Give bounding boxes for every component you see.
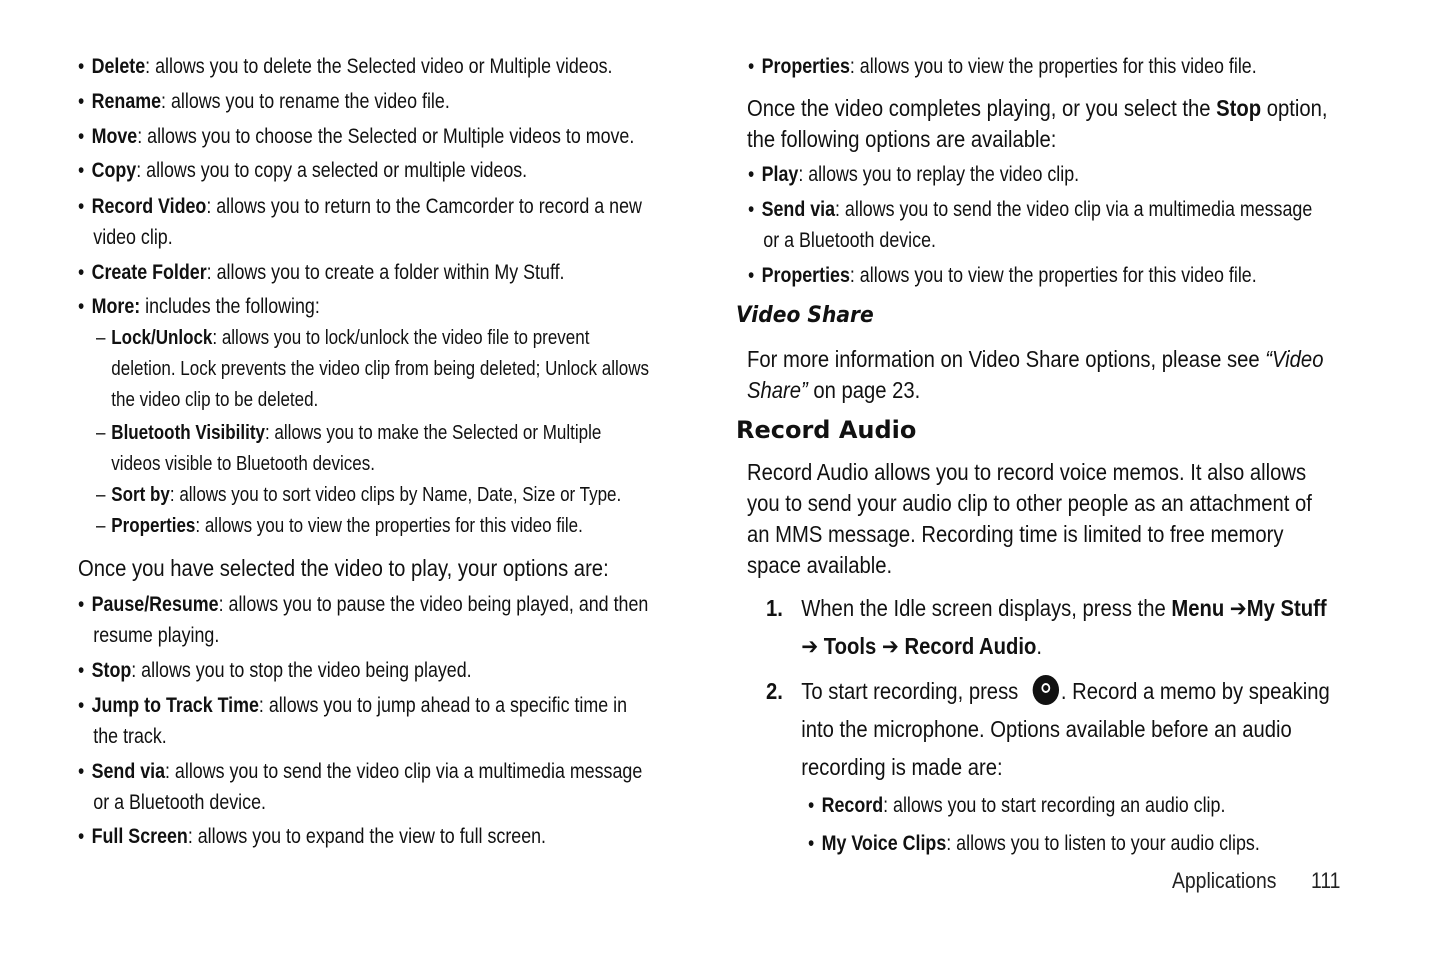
sub-item-lock-unlock: – Lock/Unlock: allows you to lock/unlock the video file to prevent deletion. Lock prevents the video clip from being deleted; Unlock allows the video clip to be deleted. xyxy=(96,327,649,411)
sub-item-bluetooth-visibility: – Bluetooth Visibility: allows you to make the Selected or Multiple videos visible to Bluetooth devices. xyxy=(96,422,602,475)
list-item-rename: • Rename: allows you to rename the video file. xyxy=(78,90,450,113)
footer-page-number: 111 xyxy=(1311,868,1341,893)
video-share-heading: Video Share xyxy=(736,303,874,328)
sub-item-sort-by: – Sort by: allows you to sort video clips by Name, Date, Size or Type. xyxy=(96,484,622,506)
list-item-my-voice-clips: • My Voice Clips: allows you to listen to your audio clips. xyxy=(808,832,1260,855)
record-audio-description: Record Audio allows you to record voice memos. It also allows you to send your audio clip to other people as an attachment of an MMS message. Recording time is limited to free memory space available. xyxy=(747,459,1312,578)
list-item-stop: • Stop: allows you to stop the video being played. xyxy=(78,659,472,682)
video-share-text: For more information on Video Share options, please see “Video Share” on page 23. xyxy=(747,346,1324,403)
footer-section: Applications xyxy=(1172,868,1277,893)
list-item-properties-right: • Properties: allows you to view the properties for this video file. xyxy=(748,264,1257,287)
list-item-send-via-right: • Send via: allows you to send the video clip via a multimedia message or a Bluetooth device. xyxy=(748,198,1313,252)
list-item-play: • Play: allows you to replay the video clip. xyxy=(748,163,1080,186)
record-key-icon xyxy=(1033,675,1059,705)
list-item-properties-top: • Properties: allows you to view the properties for this video file. xyxy=(748,55,1257,78)
sub-item-properties: – Properties: allows you to view the properties for this video file. xyxy=(96,515,583,537)
list-item-record-video: • Record Video: allows you to return to the Camcorder to record a new video clip. xyxy=(78,195,642,249)
list-item-create-folder: • Create Folder: allows you to create a folder within My Stuff. xyxy=(78,261,565,284)
list-item-send-via: • Send via: allows you to send the video clip via a multimedia message or a Bluetooth device. xyxy=(78,760,643,814)
step-2: 2. To start recording, press . Record a memo by speaking into the microphone. Options available before an audio recording is made are: xyxy=(766,672,1330,786)
list-item-move: • Move: allows you to choose the Selected or Multiple videos to move. xyxy=(78,125,635,148)
record-audio-heading: Record Audio xyxy=(736,416,917,444)
play-intro: Once you have selected the video to play, your options are: xyxy=(78,555,609,581)
complete-intro: Once the video completes playing, or you select the Stop option, the following options are available: xyxy=(747,95,1328,152)
list-item-pause-resume: • Pause/Resume: allows you to pause the video being played, and then resume playing. xyxy=(78,593,649,647)
video-share-link-cont[interactable]: Share” xyxy=(747,377,808,403)
list-item-record: • Record: allows you to start recording an audio clip. xyxy=(808,794,1226,817)
video-share-link[interactable]: “Video xyxy=(1265,346,1324,372)
list-item-more: • More: includes the following: xyxy=(78,295,320,318)
list-item-jump-to-track-time: • Jump to Track Time: allows you to jump ahead to a specific time in the track. xyxy=(78,694,628,748)
list-item-delete: • Delete: allows you to delete the Selected video or Multiple videos. xyxy=(78,55,613,78)
list-item-copy: • Copy: allows you to copy a selected or multiple videos. xyxy=(78,159,528,182)
step-1: 1. When the Idle screen displays, press the Menu ➔My Stuff ➔ Tools ➔ Record Audio. xyxy=(766,595,1327,659)
list-item-full-screen: • Full Screen: allows you to expand the view to full screen. xyxy=(78,825,547,848)
